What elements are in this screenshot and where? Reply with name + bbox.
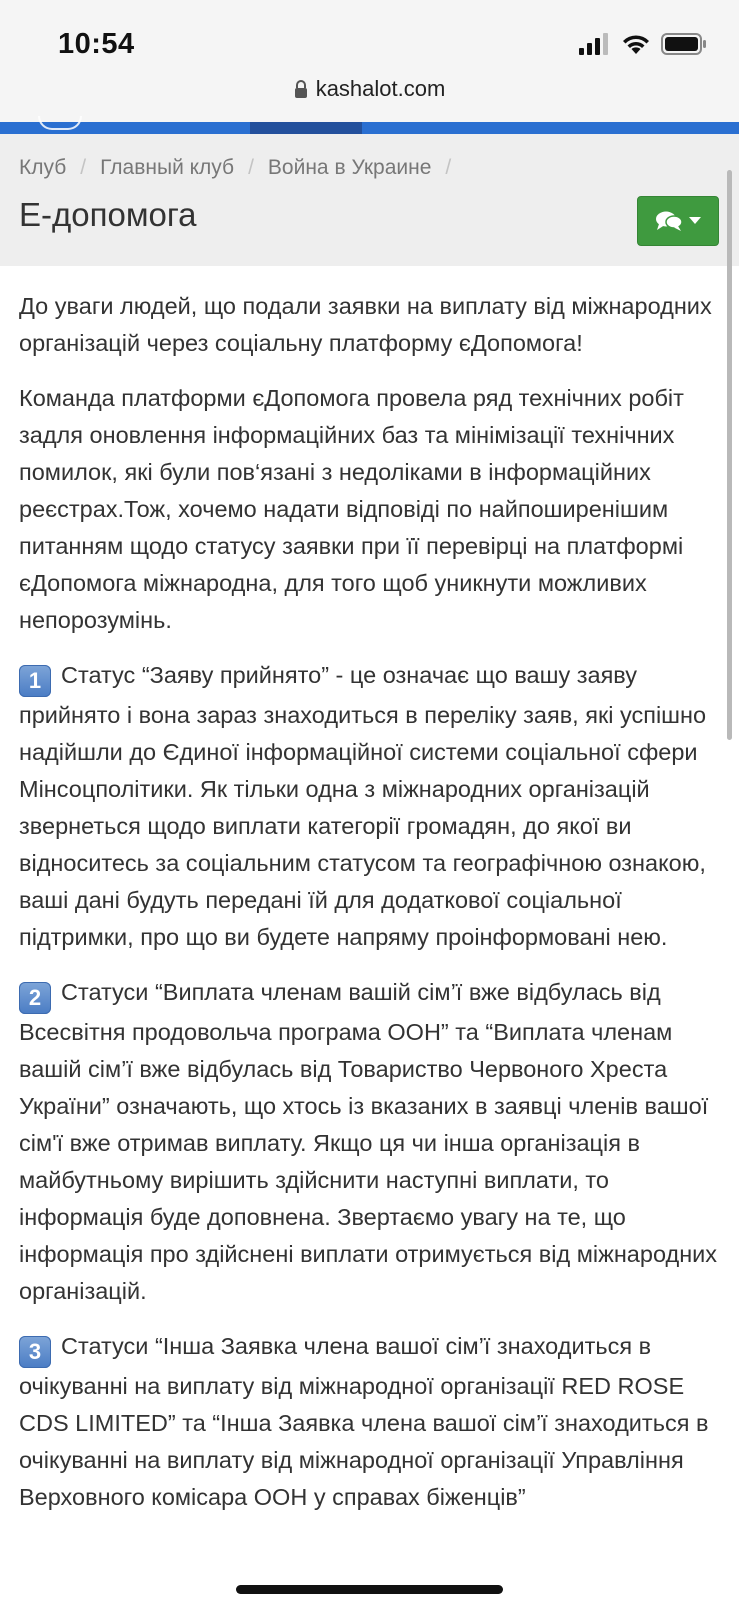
nav-active-tab[interactable] [250,122,362,134]
keycap-number-icon: 2 [19,982,51,1014]
status-bar [0,0,739,122]
site-navbar [0,122,739,134]
breadcrumb-separator: / [445,156,452,179]
status-time: 10:54 [58,28,135,60]
chat-dropdown-button[interactable] [637,196,719,246]
article-list-item [19,657,719,956]
breadcrumb [19,156,465,180]
cellular-signal-icon [579,33,611,55]
keycap-number-icon: 3 [19,1336,51,1368]
wifi-icon [621,33,651,55]
page-header [0,134,739,266]
scrollbar[interactable] [727,170,732,740]
battery-icon [661,33,707,55]
avatar[interactable] [38,116,82,130]
breadcrumb-separator: / [248,156,254,179]
home-indicator[interactable] [236,1585,503,1594]
breadcrumb-item-main-club[interactable]: Главный клуб [100,156,235,179]
comments-icon [655,210,683,232]
lock-icon [294,80,308,98]
url-text: kashalot.com [315,76,446,101]
article-list-item [19,1328,719,1516]
caret-down-icon [689,217,701,225]
status-icons [579,33,707,55]
breadcrumb-item-club[interactable]: Клуб [19,156,67,179]
article-paragraph: Команда платформи єДопомога провела ряд технічних робіт задля оновлення інформаційних баз та мінімізації технічних помилок, які були пов‘язані з недоліками в інформаційних реєстрах.Тож, хочемо надати відповіді по найпоширенішим питанням щодо статусу заявки при її перевірці на платформі єДопомога міжнародна, для того щоб уникнути можливих непорозумінь. [19,385,684,633]
breadcrumb-separator: / [80,156,87,179]
list-item-text: Статуси “Інша Заявка члена вашої сім’ї знаходиться в очікуванні на виплату від міжнародної організації RED ROSE CDS LIMITED” та “Інша Заявка члена вашої сім’ї знаходиться в очікуванні на виплату від міжнародної організації Управління Верховного комісара ООН у справах біженців” [19,1333,709,1510]
address-bar[interactable] [0,76,739,102]
article-paragraph: До уваги людей, що подали заявки на виплату від міжнародних організацій через соціальну платформу єДопомога! [19,293,712,356]
page-title: Е-допомога [19,196,197,233]
breadcrumb-item-war-ukraine[interactable]: Война в Украине [267,156,432,179]
article-list-item [19,974,719,1310]
list-item-text: Статус “Заяву прийнято” - це означає що вашу заяву прийнято і вона зараз знаходиться в переліку заяв, які успішно надійшли до Єдиної інформаційної системи соціальної сфери Мінсоцполітики. Як тільки одна з міжнародних організацій звернеться щодо виплати категорії громадян, до якої ви відноситесь за соціальним статусом та географічною ознакою, ваші дані будуть передані їй для додаткової соціальної підтримки, про що ви будете напряму проінформовані нею. [19,662,707,950]
keycap-number-icon: 1 [19,665,51,697]
article-body [19,288,719,1534]
list-item-text: Статуси “Виплата членам вашій сім’ї вже відбулась від Всесвітня продовольча програма ООН” та “Виплата членам вашій сім’ї вже відбулась від Товариство Червоного Хреста України” означають, що хтось із вказаних в заявці членів вашої сім'ї вже отримав виплату. Якщо ця чи інша організація в майбутньому вирішить здійснити наступні виплати, то інформація буде доповнена. Звертаємо увагу на те, що інформація про здійснені виплати отримується від міжнародних організацій. [19,979,718,1304]
